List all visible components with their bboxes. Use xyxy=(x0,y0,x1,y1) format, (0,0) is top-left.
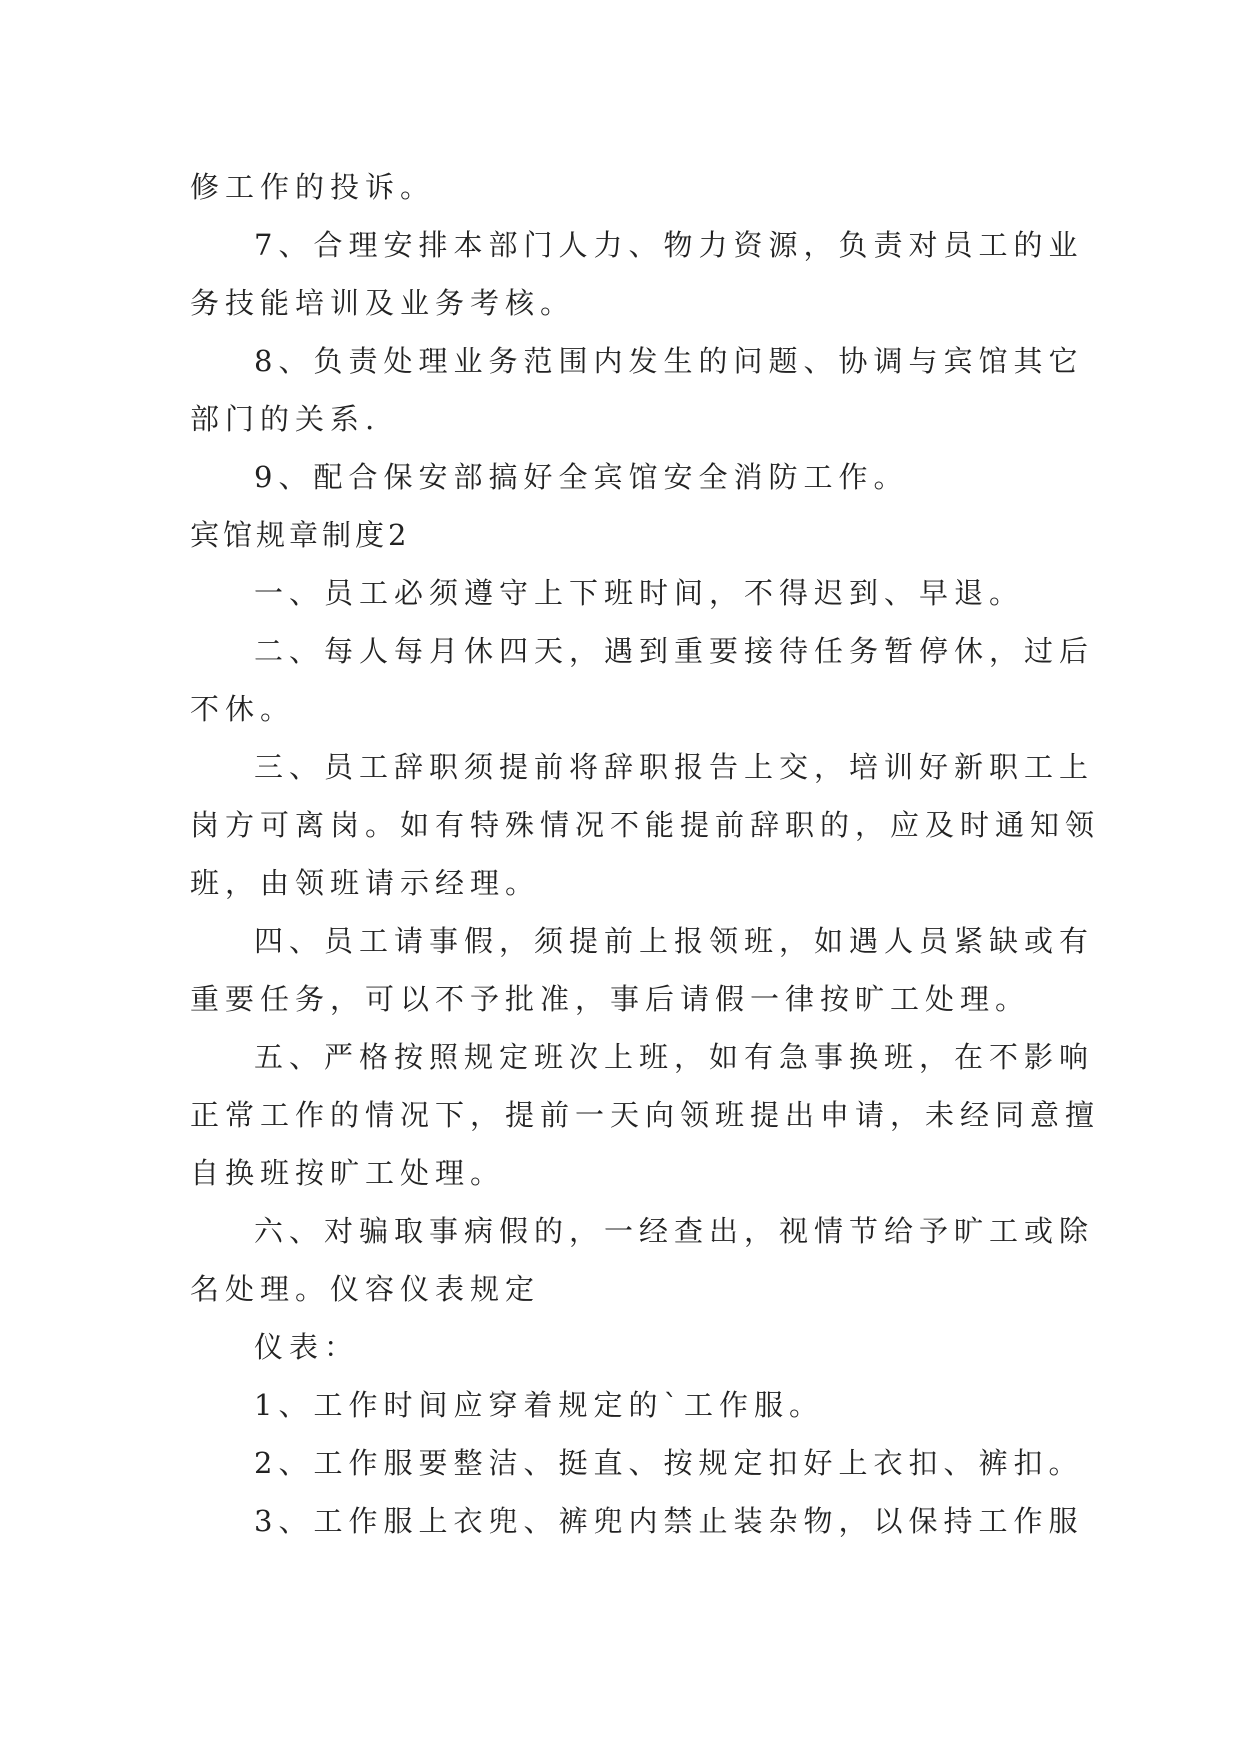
text-line: 四、员工请事假，须提前上报领班，如遇人员紧缺或有 xyxy=(254,924,1095,958)
text-line: 1、工作时间应穿着规定的`工作服。 xyxy=(254,1388,824,1422)
text-line: 3、工作服上衣兜、裤兜内禁止装杂物，以保持工作服 xyxy=(254,1504,1084,1538)
text-line: 一、员工必须遵守上下班时间，不得迟到、早退。 xyxy=(254,576,1025,610)
text-line: 名处理。仪容仪表规定 xyxy=(190,1272,541,1306)
text-line: 重要任务，可以不予批准，事后请假一律按旷工处理。 xyxy=(190,982,1031,1016)
text-line: 二、每人每月休四天，遇到重要接待任务暂停休，过后 xyxy=(254,634,1095,668)
text-line: 修工作的投诉。 xyxy=(190,170,436,204)
text-line: 五、严格按照规定班次上班，如有急事换班，在不影响 xyxy=(254,1040,1095,1074)
text-line: 9、配合保安部搞好全宾馆安全消防工作。 xyxy=(254,460,909,494)
text-line: 7、合理安排本部门人力、物力资源，负责对员工的业 xyxy=(254,228,1084,262)
document-body xyxy=(190,158,1101,1550)
text-line: 班，由领班请示经理。 xyxy=(190,866,541,900)
text-line: 六、对骗取事病假的，一经查出，视情节给予旷工或除 xyxy=(254,1214,1095,1248)
text-line: 正常工作的情况下，提前一天向领班提出申请，未经同意擅 xyxy=(190,1098,1101,1132)
text-line: 部门的关系. xyxy=(190,402,381,436)
text-line: 岗方可离岗。如有特殊情况不能提前辞职的，应及时通知领 xyxy=(190,808,1101,842)
text-line: 务技能培训及业务考核。 xyxy=(190,286,576,320)
text-line: 8、负责处理业务范围内发生的问题、协调与宾馆其它 xyxy=(254,344,1084,378)
text-line: 2、工作服要整洁、挺直、按规定扣好上衣扣、裤扣。 xyxy=(254,1446,1084,1480)
text-line: 自换班按旷工处理。 xyxy=(190,1156,506,1190)
text-line: 三、员工辞职须提前将辞职报告上交，培训好新职工上 xyxy=(254,750,1095,784)
section-heading: 宾馆规章制度2 xyxy=(190,518,411,552)
text-line: 仪表： xyxy=(254,1330,360,1364)
text-line: 不休。 xyxy=(190,692,296,726)
